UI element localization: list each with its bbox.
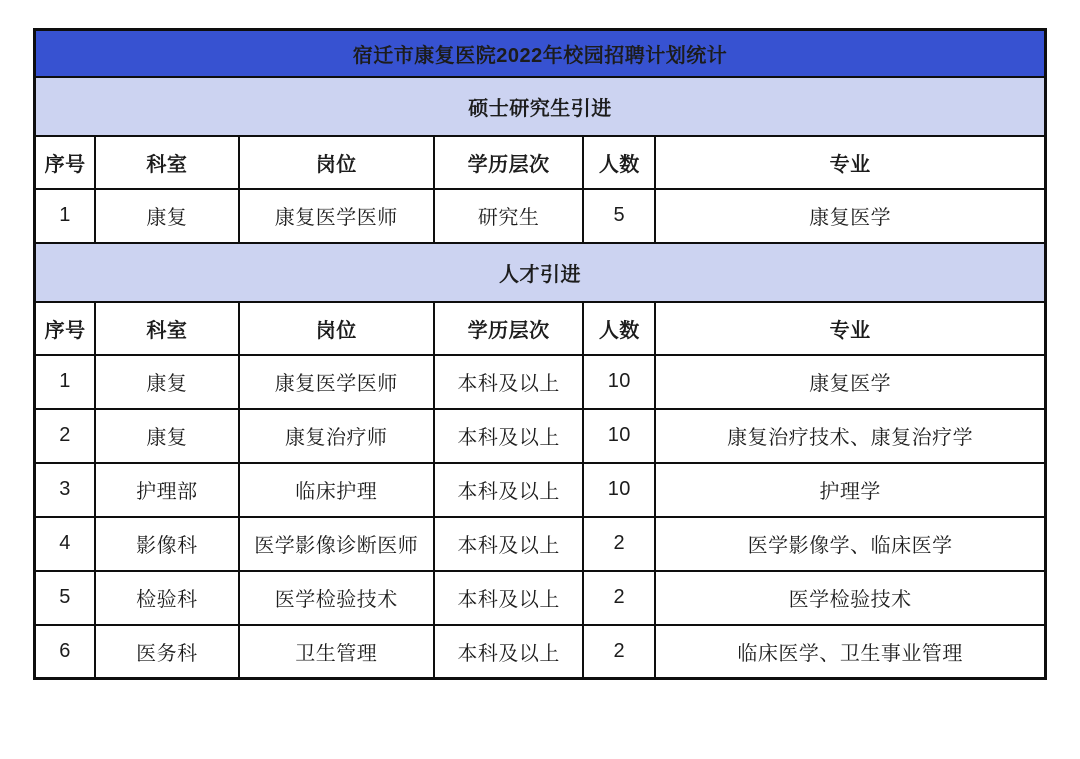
table-row — [35, 189, 1046, 243]
table-row — [35, 355, 1046, 409]
section-header: 人才引进 — [35, 243, 1046, 302]
table-cell: 1 — [35, 189, 96, 243]
table-cell: 康复 — [95, 355, 239, 409]
table-cell: 康复 — [95, 189, 239, 243]
column-header-cell: 学历层次 — [434, 136, 584, 189]
column-header-cell: 科室 — [95, 302, 239, 355]
table-cell: 10 — [583, 409, 655, 463]
table-cell: 本科及以上 — [434, 571, 584, 625]
table-cell: 2 — [583, 625, 655, 679]
table-cell: 临床医学、卫生事业管理 — [655, 625, 1045, 679]
table-cell: 本科及以上 — [434, 463, 584, 517]
table-row — [35, 571, 1046, 625]
section-row — [35, 243, 1046, 302]
table-cell: 康复治疗技术、康复治疗学 — [655, 409, 1045, 463]
table-cell: 医学检验技术 — [655, 571, 1045, 625]
table-cell: 本科及以上 — [434, 355, 584, 409]
table-cell: 医学检验技术 — [239, 571, 434, 625]
table-cell: 检验科 — [95, 571, 239, 625]
table-cell: 3 — [35, 463, 96, 517]
column-header-cell: 学历层次 — [434, 302, 584, 355]
table-cell: 本科及以上 — [434, 517, 584, 571]
table-body — [35, 30, 1046, 679]
section-row — [35, 77, 1046, 136]
table-cell: 护理部 — [95, 463, 239, 517]
table-cell: 1 — [35, 355, 96, 409]
table-cell: 4 — [35, 517, 96, 571]
table-cell: 6 — [35, 625, 96, 679]
table-cell: 10 — [583, 355, 655, 409]
table-cell: 影像科 — [95, 517, 239, 571]
table-cell: 康复治疗师 — [239, 409, 434, 463]
table-cell: 护理学 — [655, 463, 1045, 517]
table-cell: 医务科 — [95, 625, 239, 679]
table-row — [35, 625, 1046, 679]
table-cell: 2 — [583, 517, 655, 571]
table-row — [35, 463, 1046, 517]
column-header-cell: 岗位 — [239, 136, 434, 189]
table-title: 宿迁市康复医院2022年校园招聘计划统计 — [35, 30, 1046, 77]
recruitment-plan-table — [33, 28, 1047, 680]
table-cell: 临床护理 — [239, 463, 434, 517]
table-cell: 10 — [583, 463, 655, 517]
column-header-cell: 科室 — [95, 136, 239, 189]
table-cell: 医学影像诊断医师 — [239, 517, 434, 571]
table-cell: 康复 — [95, 409, 239, 463]
table-cell: 研究生 — [434, 189, 584, 243]
section-header: 硕士研究生引进 — [35, 77, 1046, 136]
table-cell: 2 — [35, 409, 96, 463]
table-cell: 卫生管理 — [239, 625, 434, 679]
column-header-row — [35, 302, 1046, 355]
column-header-row — [35, 136, 1046, 189]
table-cell: 康复医学 — [655, 189, 1045, 243]
table-cell: 康复医学 — [655, 355, 1045, 409]
table-cell: 本科及以上 — [434, 409, 584, 463]
table-cell: 5 — [35, 571, 96, 625]
title-row — [35, 30, 1046, 77]
column-header-cell: 岗位 — [239, 302, 434, 355]
column-header-cell: 专业 — [655, 302, 1045, 355]
table-cell: 医学影像学、临床医学 — [655, 517, 1045, 571]
column-header-cell: 人数 — [583, 136, 655, 189]
table-cell: 本科及以上 — [434, 625, 584, 679]
table-cell: 2 — [583, 571, 655, 625]
table-cell: 康复医学医师 — [239, 189, 434, 243]
column-header-cell: 序号 — [35, 302, 96, 355]
table-row — [35, 517, 1046, 571]
table-row — [35, 409, 1046, 463]
table-cell: 康复医学医师 — [239, 355, 434, 409]
column-header-cell: 序号 — [35, 136, 96, 189]
column-header-cell: 专业 — [655, 136, 1045, 189]
table-cell: 5 — [583, 189, 655, 243]
column-header-cell: 人数 — [583, 302, 655, 355]
